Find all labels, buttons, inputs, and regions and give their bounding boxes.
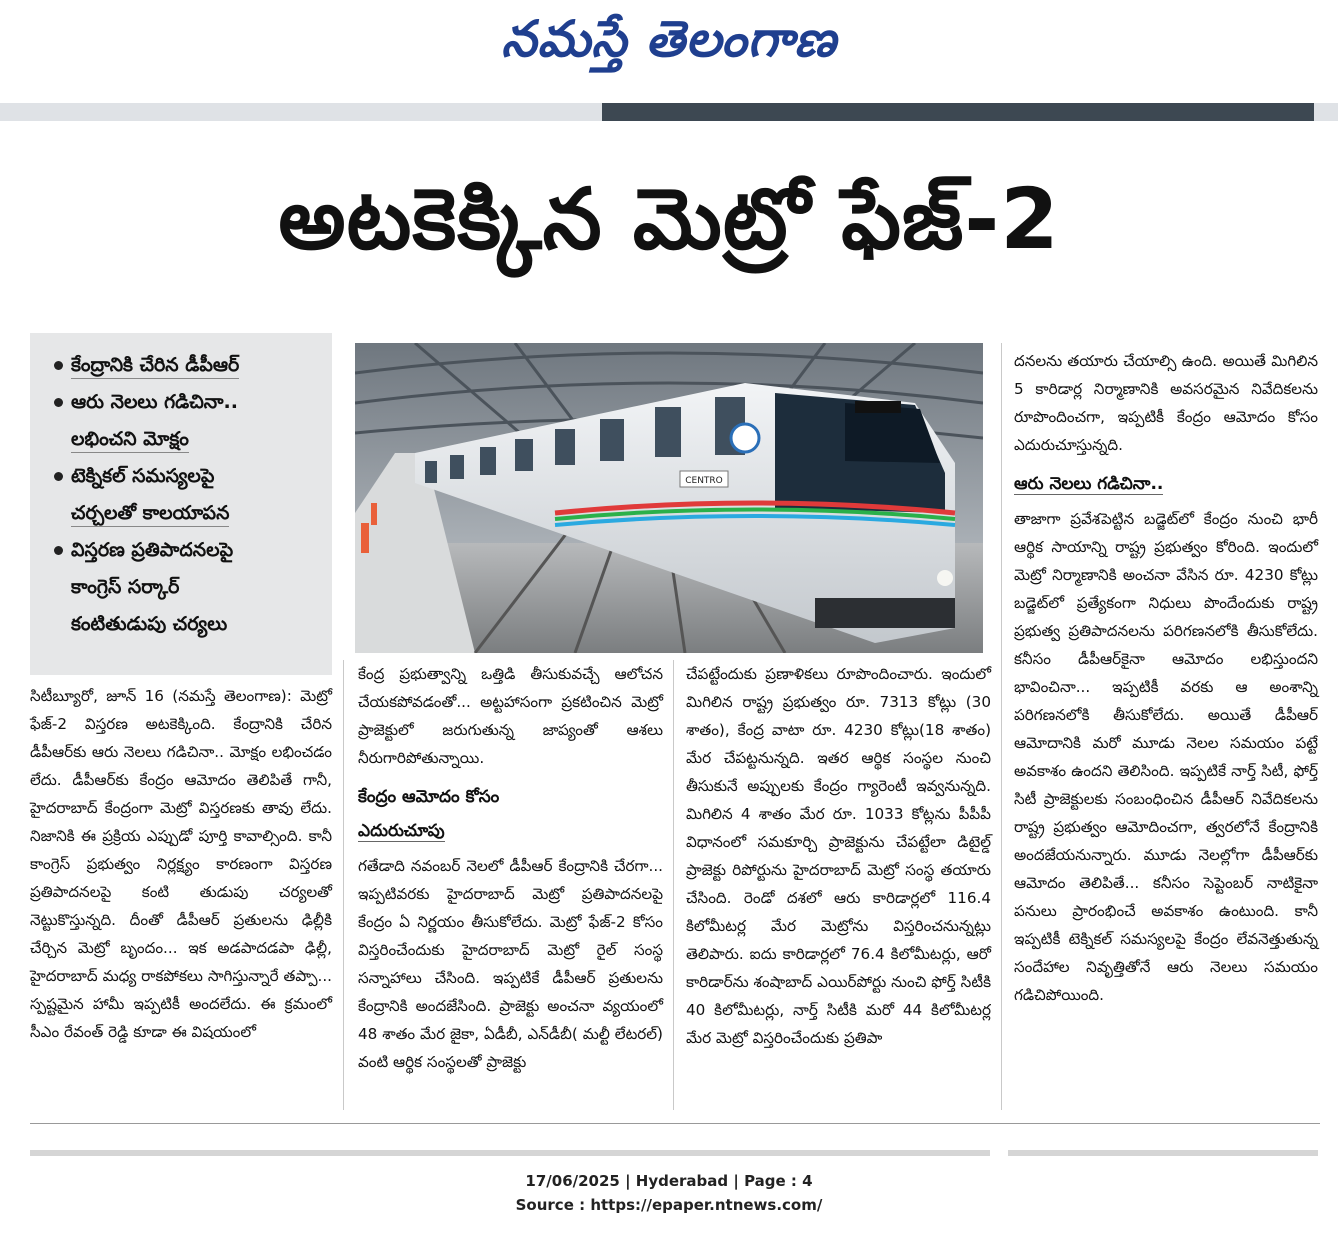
next-headline-cropped [30, 1140, 990, 1162]
article-column-3 [686, 660, 991, 1052]
highlight-item: టెక్నికల్ సమస్యలపై [54, 458, 318, 495]
masthead-logo: నమస్తే తెలంగాణ [501, 10, 837, 68]
paragraph: కేంద్ర ప్రభుత్వాన్ని ఒత్తిడి తీసుకువచ్చే ఆలోచన చేయకపోవడంతో... అట్టహాసంగా ప్రకటించిన మెట్రో ప్రాజెక్టులో జరుగుతున్న జాప్యంతో ఆశలు నీరుగారిపోతున్నాయి. [358, 665, 663, 767]
paragraph: తాజాగా ప్రవేశపెట్టిన బడ్జెట్‌లో కేంద్రం నుంచి భారీ ఆర్థిక సాయాన్ని రాష్ట్ర ప్రభుత్వం కోరింది. ఇందులో మెట్రో నిర్మాణానికి అంచనా వేసిన రూ. 4230 కోట్లు బడ్జెట్‌లో ప్రత్యేకంగా నిధులు పొందేందుకు రాష్ట్ర ప్రభుత్వ ప్రతిపాదనలను పరిగణనలోకి తీసుకోలేదు. కనీసం డీపీఆర్‌కైనా ఆమోదం లభిస్తుందని భావించినా... ఇప్పటికీ వరకు ఆ అంశాన్ని పరిగణనలోకి తీసుకోలేదు. అయితే డీపీఆర్ ఆమోదానికి మరో మూడు నెలల సమయం పట్టే అవకాశం ఉందని తెలిసింది. ఇప్పటికే నార్త్ సిటీ, ఫోర్త్ సిటీ ప్రాజెక్టులకు సంబంధించిన డీపీఆర్ నివేదికలను రాష్ట్ర ప్రభుత్వం ఆమోదించగా, త్వరలోనే కేంద్రానికి అందజేయనున్నారు. మూడు నెలల్లోగా డీపీఆర్‌కు ఆమోదం తెలిపితే... కనీసం సెప్టెంబర్ నాటికైనా పనులు ప్రారంభించే అవకాశం ఉంటుంది. కానీ ఇప్పటికీ టెక్నికల్ సమస్యలపై కేంద్రం లేవనెత్తుతున్న సందేహాల నివృత్తితోనే ఆరు నెలలు సమయం గడిచిపోయింది. [1014, 510, 1318, 1004]
paragraph: సిటీబ్యూరో, జూన్ 16 (నమస్తే తెలంగాణ): మెట్రో ఫేజ్-2 విస్తరణ అటకెక్కింది. కేంద్రానికి చేరిన డీపీఆర్‌కు ఆరు నెలలు గడిచినా.. మోక్షం లభించడం లేదు. డీపీఆర్‌కు కేంద్రం ఆమోదం తెలిపితే గానీ, హైదరాబాద్ కేంద్రంగా మెట్రో విస్తరణకు తావు లేదు. నిజానికి ఈ ప్రక్రియ ఎప్పుడో పూర్తి కావాల్సింది. కానీ కాంగ్రెస్ ప్రభుత్వం నిర్లక్ష్యం కారణంగా విస్తరణ ప్రతిపాదనలపై కంటి తుడుపు చర్యలతో నెట్టుకొస్తున్నది. దీంతో డీపీఆర్ ప్రతులను ఢిల్లీకి చేర్చిన మెట్రో బృందం... ఇక అడపాదడపా ఢిల్లీ, హైదరాబాద్ మధ్య రాకపోకలు సాగిస్తున్నారే తప్పా... స్పష్టమైన హామీ ఇప్పటికీ అందలేదు. ఈ క్రమంలో సీఎం రేవంత్ రెడ్డి కూడా ఈ విషయంలో [30, 687, 332, 1041]
footer-source-link[interactable]: Source : https://epaper.ntnews.com/ [515, 1196, 823, 1214]
bullet-icon [54, 398, 63, 407]
bullet-icon [54, 361, 63, 370]
train-label: CENTRO [685, 476, 723, 486]
column-divider [343, 660, 344, 1110]
article-column-4 [1014, 347, 1318, 1009]
highlight-item: విస్తరణ ప్రతిపాదనలపై [54, 532, 318, 569]
paragraph: గతేడాది నవంబర్ నెలలో డీపీఆర్ కేంద్రానికి చేరగా... ఇప్పటివరకు హైదరాబాద్ మెట్రో ప్రతిపాదనలపై కేంద్రం ఏ నిర్ణయం తీసుకోలేదు. మెట్రో ఫేజ్-2 కోసం విస్తరించేందుకు హైదరాబాద్ మెట్రో రైల్ సంస్థ సన్నాహాలు చేసింది. ఇప్పటికే డీపీఆర్ ప్రతులను కేంద్రానికి అందజేసింది. ప్రాజెక్టు అంచనా వ్యయంలో 48 శాతం మేర జైకా, ఏడీబీ, ఎన్‌డీబీ( మల్టీ లేటరల్) వంటి ఆర్థిక సంస్థలతో ప్రాజెక్టు [358, 857, 663, 1071]
highlights-box [30, 333, 332, 675]
paragraph: దనలను తయారు చేయాల్సి ఉంది. అయితే మిగిలిన 5 కారిడార్ల నిర్మాణానికి అవసరమైన నివేదికలను రూపొందించగా, ఇప్పటికీ కేంద్రం ఆమోదం కోసం ఎదురుచూస్తున్నది. [1014, 352, 1318, 454]
article-column-1 [30, 682, 332, 1046]
highlight-item: ఆరు నెలలు గడిచినా.. [54, 384, 318, 421]
next-article-cropped [1008, 1140, 1318, 1162]
section-subheading: ఆరు నెలలు గడిచినా.. [1014, 474, 1164, 494]
highlight-item: కేంద్రానికి చేరిన డీపీఆర్ [54, 347, 318, 384]
column-divider [673, 660, 674, 1110]
bottom-rule [30, 1123, 1320, 1124]
section-subheading: కేంద్రం ఆమోదం కోసం ఎదురుచూపు [358, 787, 500, 841]
column-divider [1001, 343, 1002, 1110]
paragraph: చేపట్టేందుకు ప్రణాళికలు రూపొందించారు. ఇందులో మిగిలిన రాష్ట్ర ప్రభుత్వం రూ. 7313 కోట్లు (30 శాతం), కేంద్ర వాటా రూ. 4230 కోట్లు(18 శాతం) మేర చేపట్టనున్నది. ఇతర ఆర్థిక సంస్థల నుంచి తీసుకునే అప్పులకు కేంద్రం గ్యారెంటీ ఇవ్వనున్నది. మిగిలిన 4 శాతం మేర రూ. 1033 కోట్లను పీపీపీ విధానంలో సమకూర్చి ప్రాజెక్టును చేపట్టేలా డిటైల్డ్ ప్రాజెక్టు రిపోర్టును హైదరాబాద్ మెట్రో సంస్థ తయారు చేసింది. రెండో దశలో ఆరు కారిడార్లలో 116.4 కిలోమీటర్ల మేర మెట్రోను విస్తరించనున్నట్లు తెలిపారు. ఐదు కారిడార్లలో 76.4 కిలోమీటర్లు, ఆరో కారిడార్‌ను శంషాబాద్ ఎయిర్‌పోర్టు నుంచి ఫోర్త్ సిటీకి 40 కిలోమీటర్లు, నార్త్ సిటీకి మరో 44 కిలోమీటర్ల మేర మెట్రో విస్తరించేందుకు ప్రతిపా [686, 665, 991, 1047]
article-column-2 [358, 660, 663, 1076]
highlight-item-cont: చర్చలతో కాలయాపన [54, 495, 318, 532]
metro-train-photo [355, 343, 983, 653]
footer-date-line: 17/06/2025 | Hyderabad | Page : 4 [525, 1172, 813, 1190]
bullet-icon [54, 546, 63, 555]
highlight-item-cont: కంటితుడుపు చర్యలు [71, 613, 228, 635]
highlight-item-cont: లభించని మోక్షం [54, 421, 318, 458]
bullet-icon [54, 472, 63, 481]
article-headline: అటకెక్కిన మెట్రో ఫేజ్-2 [278, 170, 1060, 268]
masthead-rule-dark [602, 103, 1314, 121]
highlight-item-cont: కాంగ్రెస్ సర్కార్ [71, 576, 180, 598]
